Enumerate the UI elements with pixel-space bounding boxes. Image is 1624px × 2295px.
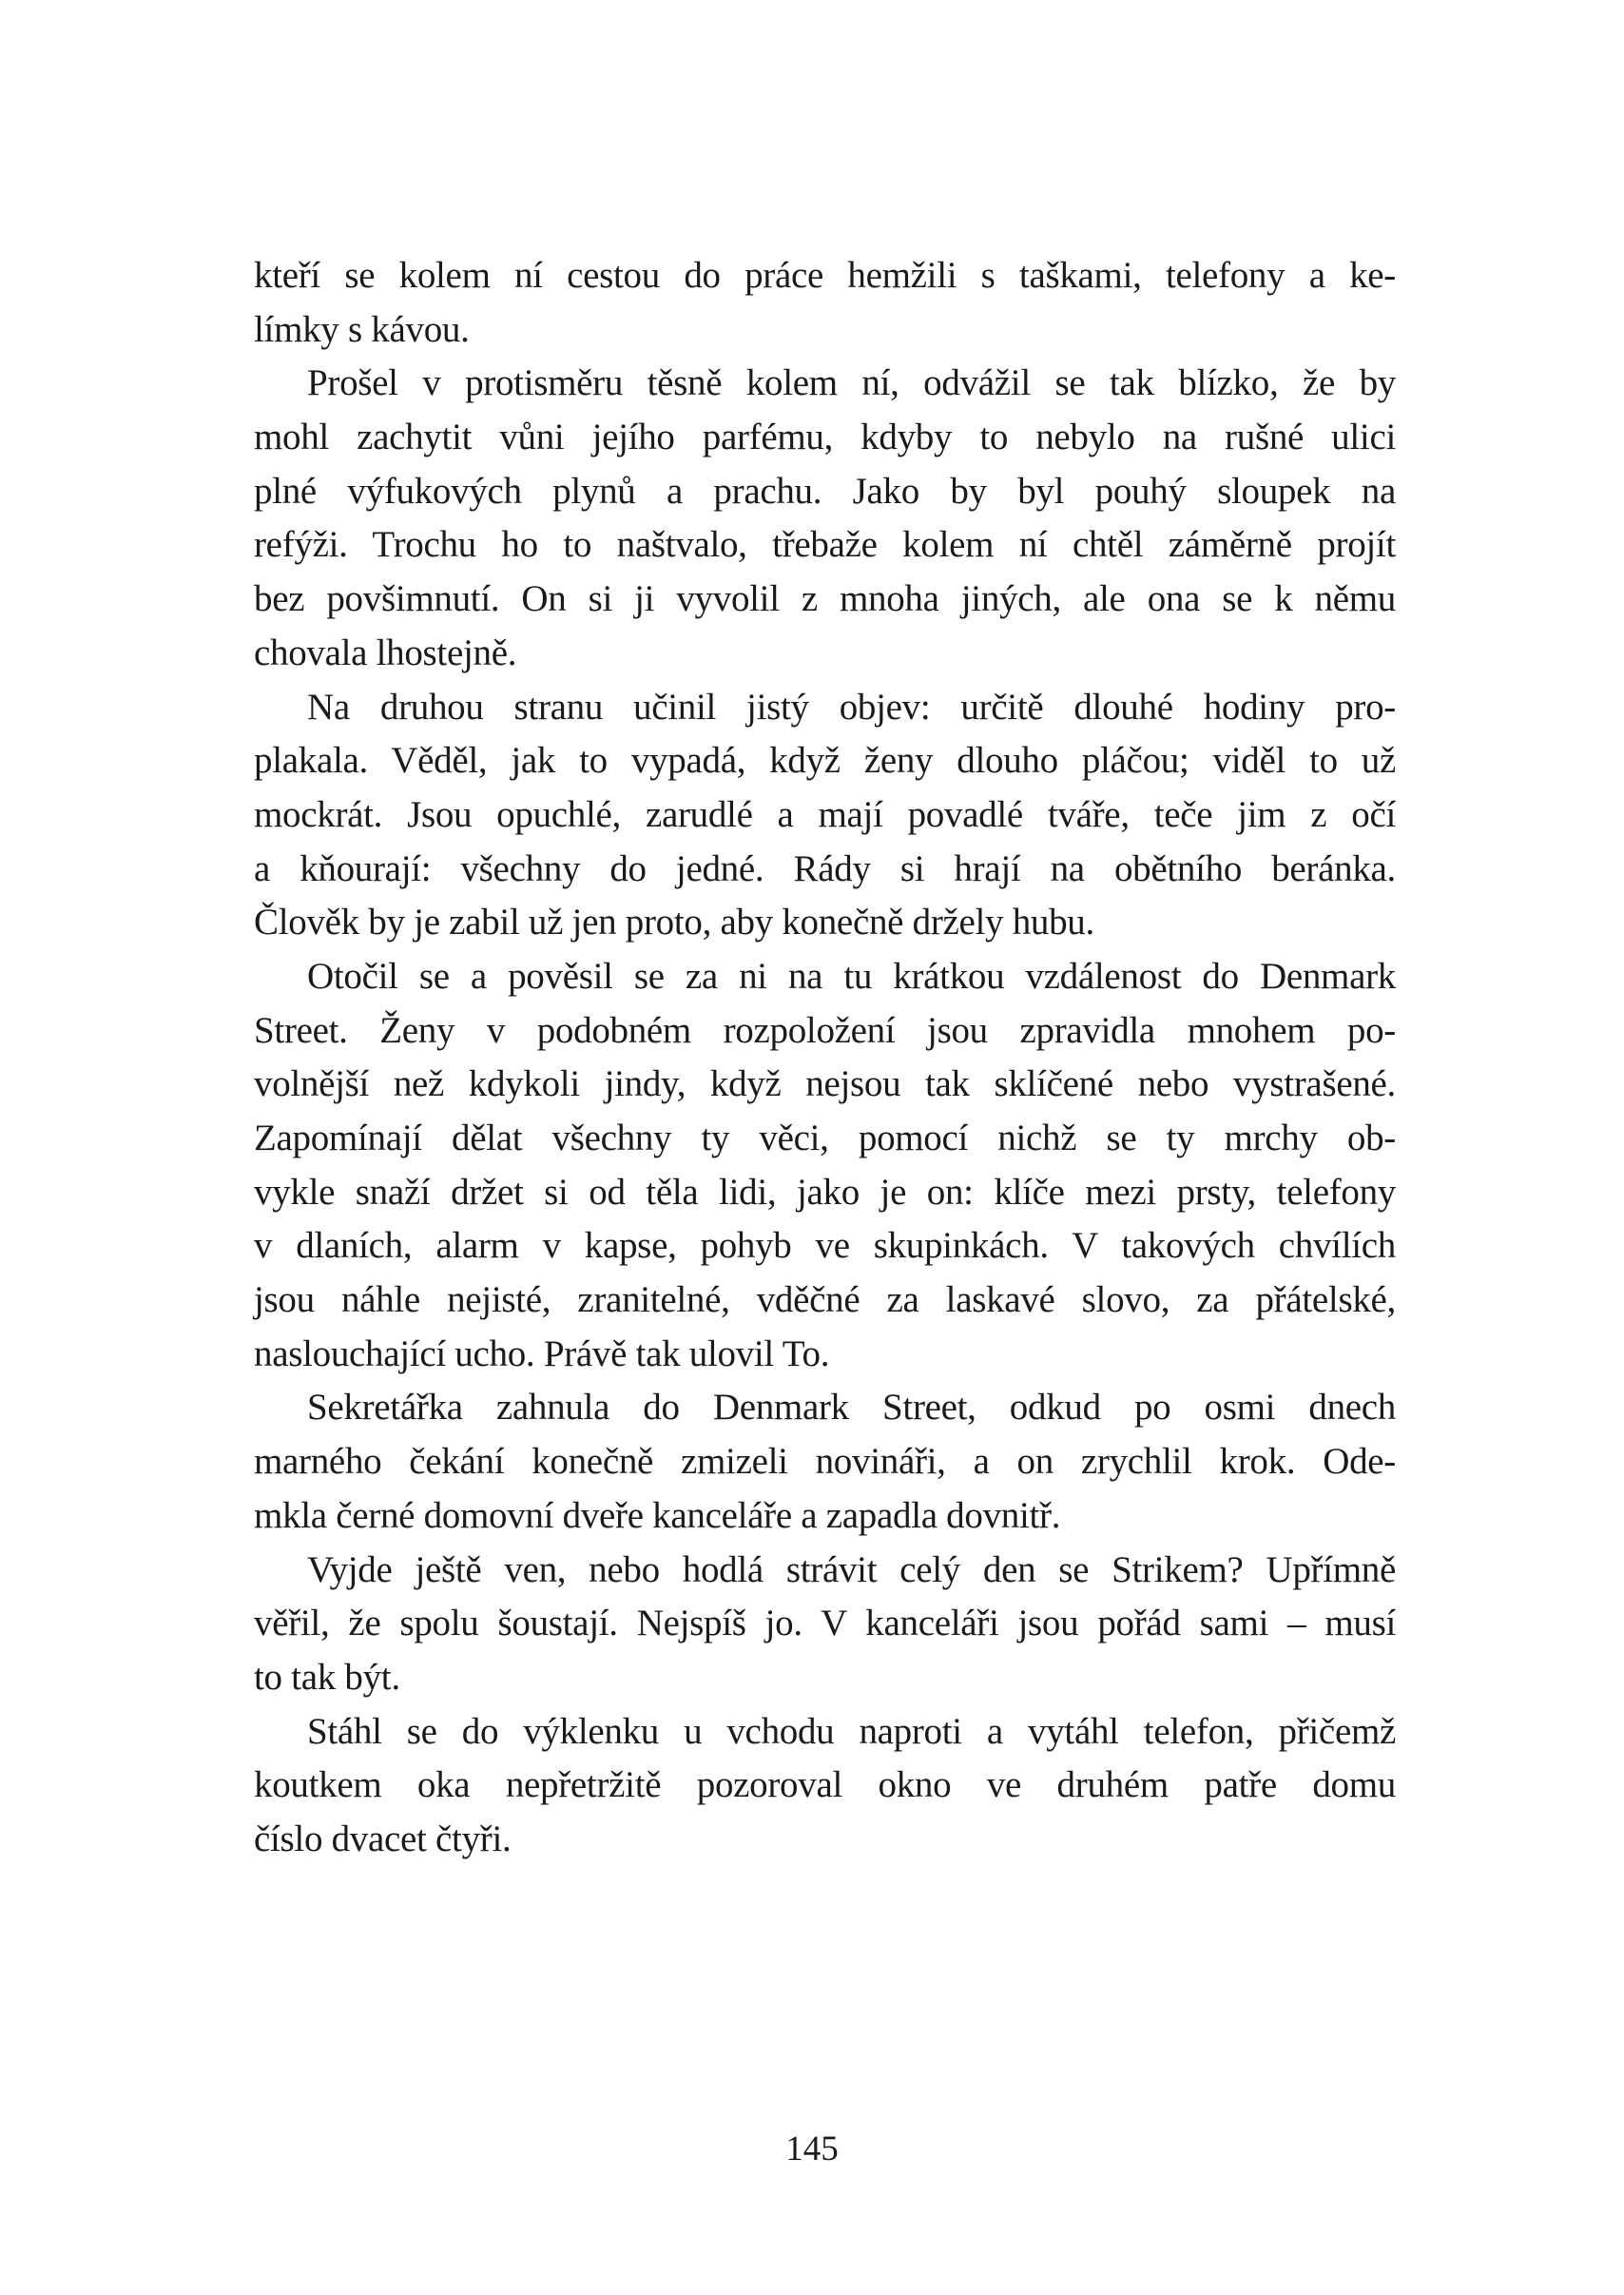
paragraph xyxy=(254,1381,1396,1543)
text-line: Vyjde ještě ven, nebo hodlá strávit celý den se Strikem? Upřímně xyxy=(307,1548,1396,1590)
text-line: Stáhl se do výklenku u vchodu naproti a vytáhl telefon, přičemž xyxy=(307,1710,1396,1752)
text-line: mockrát. Jsou opuchlé, zarudlé a mají povadlé tváře, teče jim z očí xyxy=(254,793,1396,835)
text-line: Street. Ženy v podobném rozpoložení jsou zpravidla mnohem po- xyxy=(254,1009,1396,1051)
page-number: 145 xyxy=(785,2130,839,2169)
body-text xyxy=(254,249,1396,1867)
text-line: naslouchající ucho. Právě tak ulovil To. xyxy=(254,1332,830,1374)
paragraph xyxy=(254,950,1396,1382)
text-line: to tak být. xyxy=(254,1656,400,1698)
text-line: vykle snaží držet si od těla lidi, jako je on: klíče mezi prsty, telefony xyxy=(254,1171,1396,1213)
text-line: volnější než kdykoli jindy, když nejsou tak sklíčené nebo vystrašené. xyxy=(254,1063,1396,1105)
text-line: jsou náhle nejisté, zranitelné, vděčné za laskavé slovo, za přátelské, xyxy=(254,1279,1396,1321)
paragraph xyxy=(254,249,1396,357)
text-line: a kňourají: všechny do jedné. Rády si hrají na obětního beránka. xyxy=(254,847,1396,889)
text-line: číslo dvacet čtyři. xyxy=(254,1818,512,1859)
text-line: koutkem oka nepřetržitě pozoroval okno ve druhém patře domu xyxy=(254,1764,1396,1806)
paragraph xyxy=(254,357,1396,680)
text-line: Prošel v protisměru těsně kolem ní, odvážil se tak blízko, že by xyxy=(307,362,1396,404)
paragraph xyxy=(254,681,1396,950)
text-line: v dlaních, alarm v kapse, pohyb ve skupinkách. V takových chvílích xyxy=(254,1225,1396,1267)
text-line: Otočil se a pověsil se za ni na tu krátkou vzdálenost do Denmark xyxy=(307,955,1396,997)
text-line: plné výfukových plynů a prachu. Jako by byl pouhý sloupek na xyxy=(254,470,1396,512)
paragraph xyxy=(254,1705,1396,1867)
text-line: límky s kávou. xyxy=(254,308,470,350)
text-line: bez povšimnutí. On si ji vyvolil z mnoha jiných, ale ona se k němu xyxy=(254,578,1396,620)
text-line: mkla černé domovní dveře kanceláře a zapadla dovnitř. xyxy=(254,1494,1061,1536)
text-line: Člověk by je zabil už jen proto, aby konečně držely hubu. xyxy=(254,902,1094,943)
text-line: Zapomínají dělat všechny ty věci, pomocí nichž se ty mrchy ob- xyxy=(254,1118,1396,1158)
text-line: mohl zachytit vůni jejího parfému, kdyby to nebylo na rušné ulici xyxy=(254,417,1396,458)
text-line: věřil, že spolu šoustají. Nejspíš jo. V kanceláři jsou pořád sami – musí xyxy=(254,1603,1396,1644)
text-line: Na druhou stranu učinil jistý objev: určitě dlouhé hodiny pro- xyxy=(307,686,1396,728)
text-line: Sekretářka zahnula do Denmark Street, odkud po osmi dnech xyxy=(307,1387,1396,1429)
text-line: plakala. Věděl, jak to vypadá, když ženy dlouho pláčou; viděl to už xyxy=(254,740,1396,782)
paragraph xyxy=(254,1544,1396,1705)
text-line: chovala lhostejně. xyxy=(254,632,517,673)
text-line: marného čekání konečně zmizeli novináři, a on zrychlil krok. Ode- xyxy=(254,1441,1396,1483)
text-line: kteří se kolem ní cestou do práce hemžili s taškami, telefony a ke- xyxy=(254,255,1396,296)
text-line: refýži. Trochu ho to naštvalo, třebaže kolem ní chtěl záměrně projít xyxy=(254,524,1396,566)
